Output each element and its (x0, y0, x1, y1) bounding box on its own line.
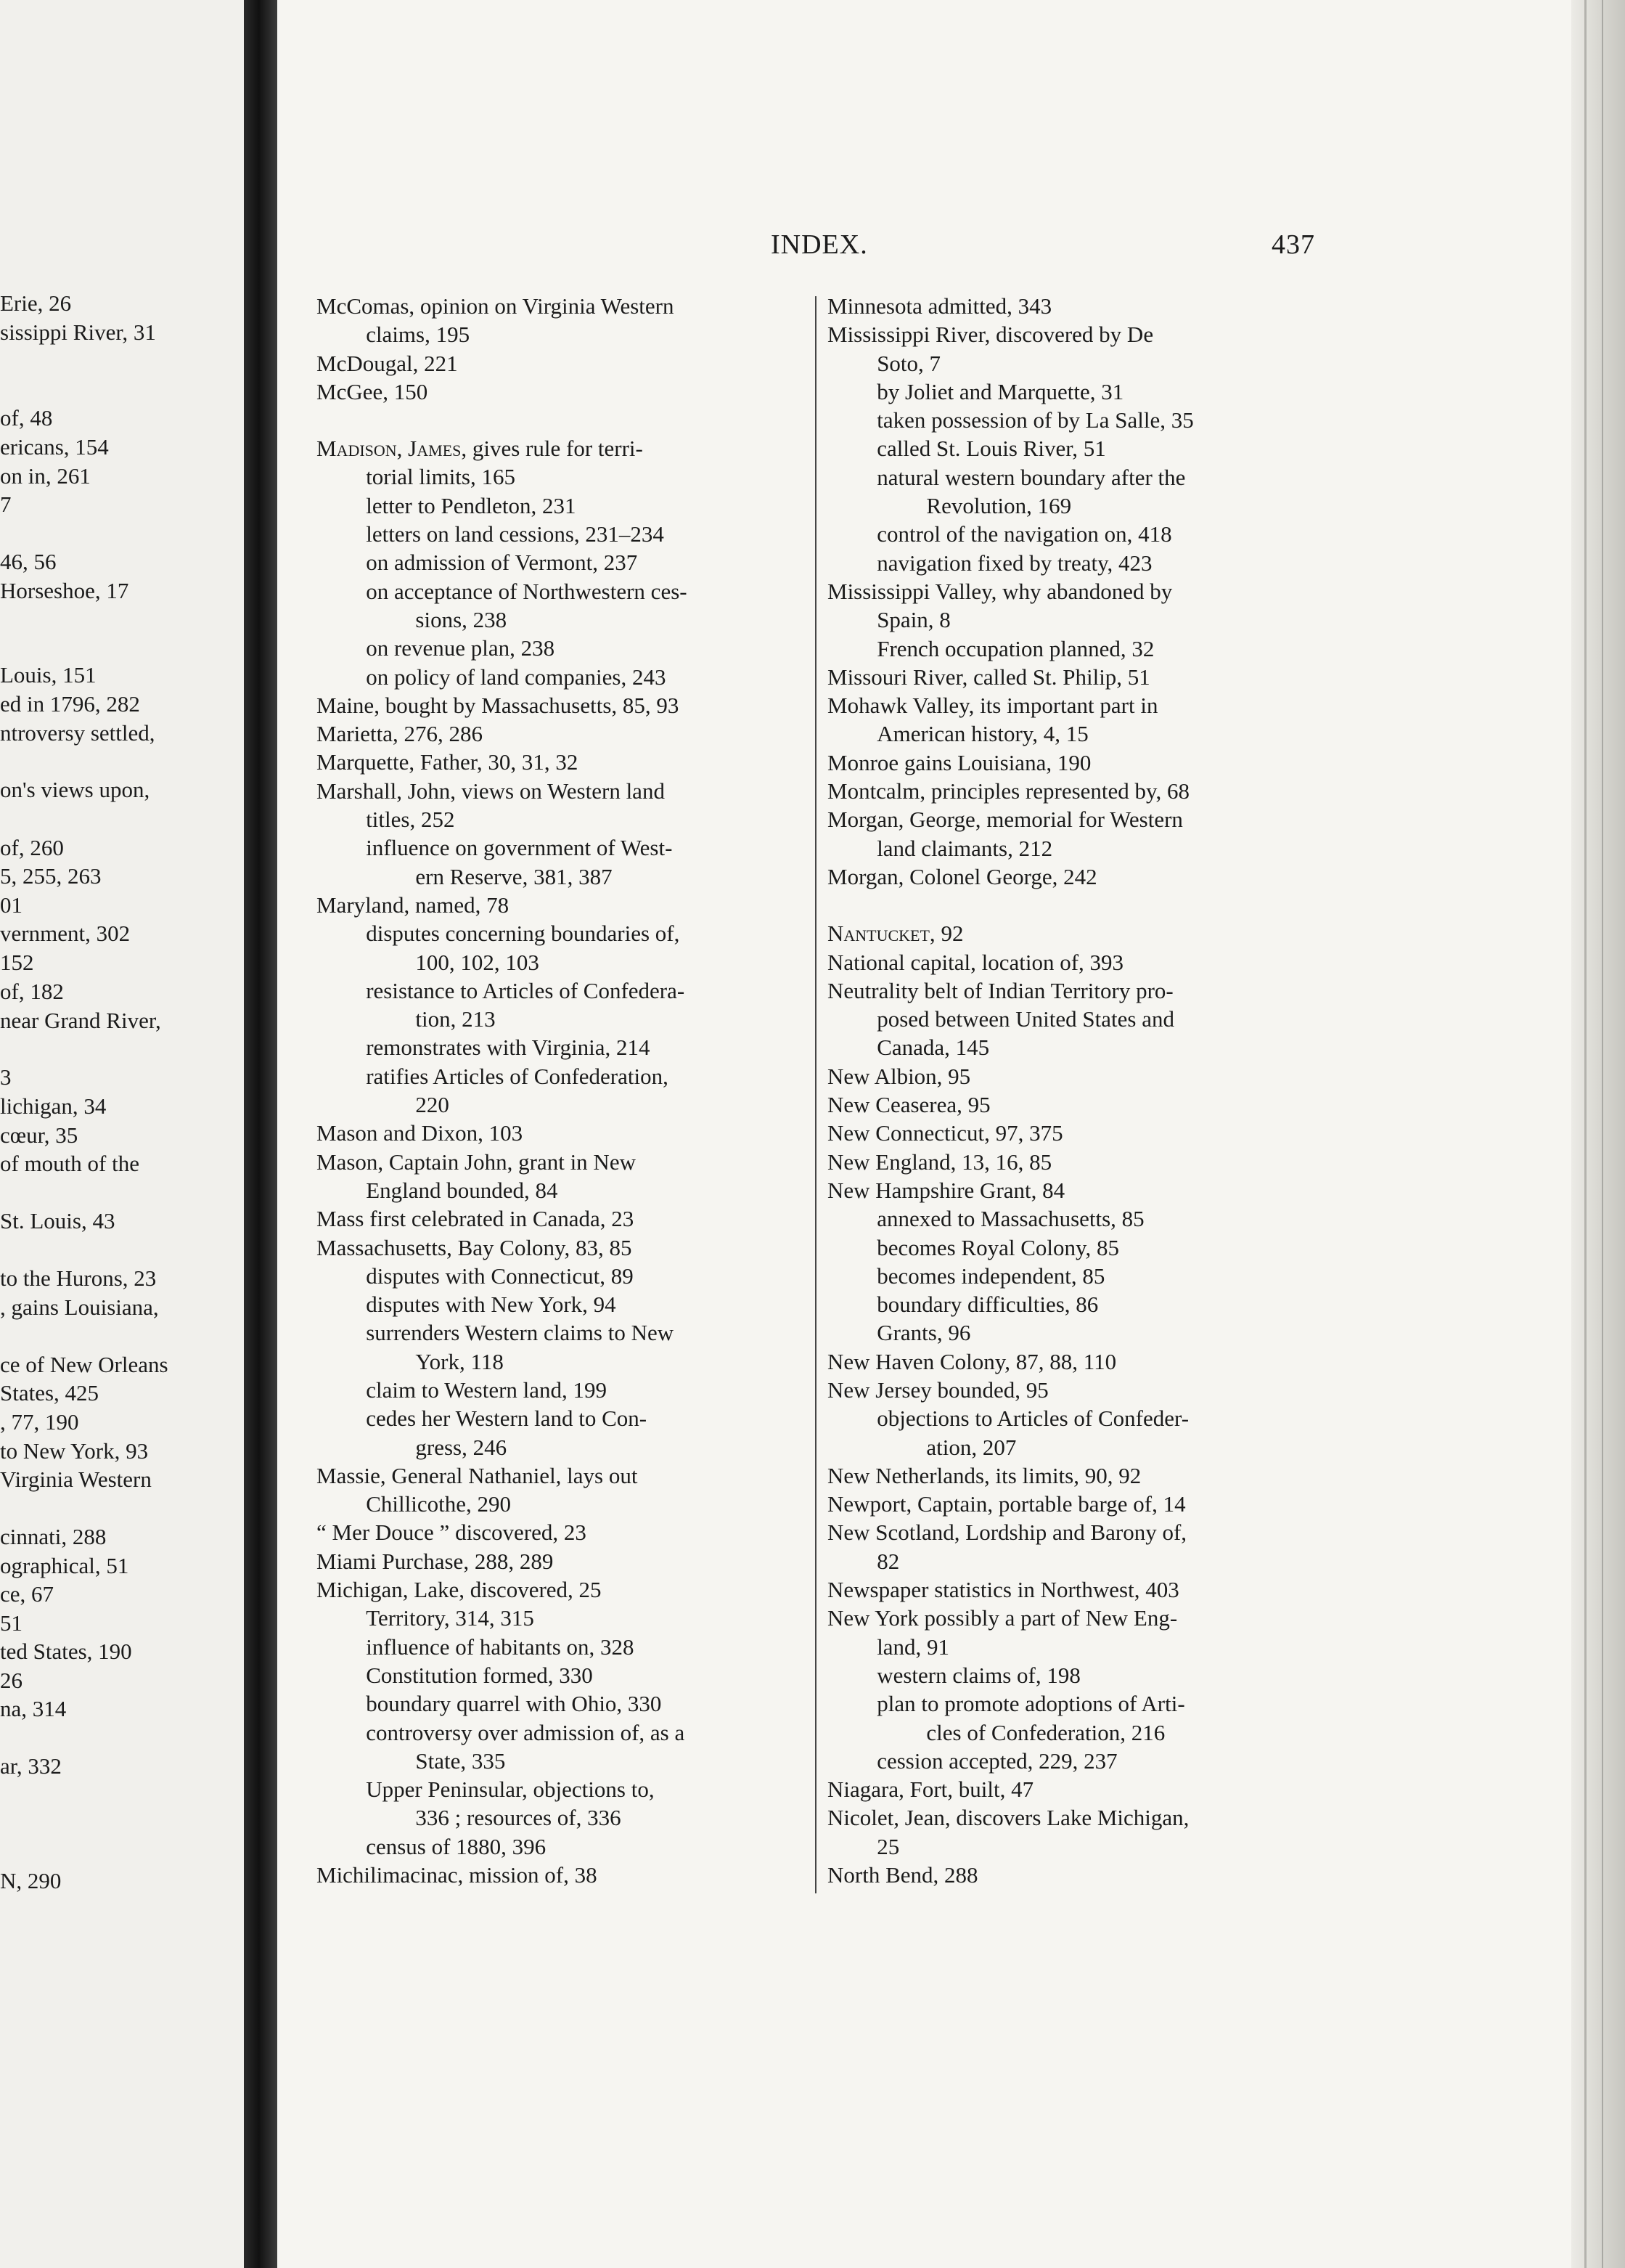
index-entry-line: McGee, 150 (316, 378, 428, 404)
index-entry-line: claim to Western land, 199 (366, 1376, 607, 1403)
index-entry-line: 220 (415, 1092, 449, 1118)
index-entry-line: cession accepted, 229, 237 (877, 1747, 1118, 1774)
facing-page-fragment: of, 260 (0, 835, 64, 860)
index-subentry (316, 634, 810, 662)
index-entry-line: Grants, 96 (877, 1320, 971, 1346)
index-entry-line: Marquette, Father, 30, 31, 32 (316, 749, 578, 775)
index-entry (316, 378, 810, 406)
index-subentry (316, 1604, 810, 1632)
index-subentry (827, 1262, 1328, 1290)
index-entry-line: ratifies Articles of Confederation, (366, 1063, 668, 1089)
facing-page-fragment: 26 (0, 1668, 22, 1693)
index-subentry (827, 1318, 1328, 1347)
index-entry-line: 336 ; resources of, 336 (415, 1805, 621, 1831)
index-subentry (316, 1661, 810, 1689)
index-entry-line: becomes Royal Colony, 85 (877, 1234, 1119, 1260)
index-entry-line: controversy over admission of, as a (366, 1719, 685, 1745)
running-head: INDEX. (771, 229, 868, 260)
facing-page-fragment: of mouth of the (0, 1151, 139, 1176)
facing-page-fragment: 3 (0, 1064, 12, 1090)
index-entry (316, 1518, 810, 1546)
index-entry-line: cedes her Western land to Con- (366, 1406, 647, 1432)
index-subentry (316, 1262, 810, 1290)
index-entry (827, 292, 1328, 320)
index-entry-line: York, 118 (415, 1348, 504, 1374)
index-entry (316, 1148, 810, 1205)
page-edge (1571, 0, 1625, 2268)
index-entry-line: Nicolet, Jean, discovers Lake Michigan, (827, 1805, 1190, 1831)
index-subentry (316, 1376, 810, 1404)
index-subentry (316, 520, 810, 548)
facing-page-fragment: sissippi River, 31 (0, 319, 156, 345)
index-entry (827, 748, 1328, 777)
index-entry-line: Maryland, named, 78 (316, 892, 509, 918)
index-entry-line: by Joliet and Marquette, 31 (877, 378, 1124, 404)
index-entry-line: Michilimacinac, mission of, 38 (316, 1862, 597, 1888)
index-subentry (827, 549, 1328, 577)
index-entry (316, 691, 810, 719)
index-entry-line: plan to promote adoptions of Arti- (877, 1691, 1185, 1717)
index-entry-line: Canada, 145 (877, 1035, 990, 1061)
index-entry (827, 1090, 1328, 1119)
index-entry-line: Chillicothe, 290 (366, 1491, 511, 1517)
index-entry (316, 292, 810, 349)
index-entry-line: letter to Pendleton, 231 (366, 492, 576, 518)
index-subentry (316, 1633, 810, 1661)
index-subentry (316, 833, 810, 891)
facing-page-fragment: cinnati, 288 (0, 1524, 107, 1549)
index-subentry (316, 1062, 810, 1119)
facing-page-fragment: ographical, 51 (0, 1553, 129, 1578)
index-entry-line: Massie, General Nathaniel, lays out (316, 1462, 638, 1488)
index-entry-line: sions, 238 (415, 606, 507, 632)
index-subentry (316, 1718, 810, 1776)
index-entry (316, 719, 810, 748)
index-entry (827, 1575, 1328, 1604)
facing-page-fragment: lichigan, 34 (0, 1093, 107, 1119)
facing-page-fragment: ce, 67 (0, 1581, 54, 1607)
index-entry-line: Niagara, Fort, built, 47 (827, 1777, 1034, 1803)
index-entry-line: taken possession of by La Salle, 35 (877, 407, 1194, 433)
index-entry-line: natural western boundary after the (877, 464, 1186, 490)
facing-page-fragment: ce of New Orleans (0, 1352, 168, 1377)
book-gutter (244, 0, 277, 2268)
index-entry-line: Mass first celebrated in Canada, 23 (316, 1206, 634, 1232)
facing-page-fragment: to New York, 93 (0, 1438, 149, 1464)
index-entry-line: Massachusetts, Bay Colony, 83, 85 (316, 1234, 632, 1260)
facing-page-fragment: cœur, 35 (0, 1122, 78, 1148)
index-entry-line: New England, 13, 16, 85 (827, 1149, 1052, 1175)
index-entry (827, 1861, 1328, 1889)
facing-page-fragment: 51 (0, 1610, 22, 1636)
index-entry-line: Marshall, John, views on Western land (316, 778, 665, 804)
index-entry-line: New Connecticut, 97, 375 (827, 1120, 1063, 1146)
index-entry-line: Revolution, 169 (926, 493, 1072, 519)
index-entry-line: influence of habitants on, 328 (366, 1633, 634, 1660)
index-entry-line: State, 335 (415, 1747, 506, 1774)
index-entry-line: Mississippi River, discovered by De (827, 322, 1154, 348)
index-entry-line: Minnesota admitted, 343 (827, 293, 1052, 319)
index-entry-line: New Haven Colony, 87, 88, 110 (827, 1348, 1117, 1374)
index-subentry (827, 1290, 1328, 1318)
index-entry (827, 1518, 1328, 1575)
index-entry-line: titles, 252 (366, 807, 455, 833)
facing-page-fragment: 152 (0, 950, 34, 975)
index-entry-line: claims, 195 (366, 322, 470, 348)
index-entry (827, 577, 1328, 635)
index-entry-line: objections to Articles of Confeder- (877, 1406, 1190, 1432)
facing-page-fragment: , gains Louisiana, (0, 1294, 159, 1320)
facing-page-fragment: near Grand River, (0, 1008, 161, 1033)
facing-page-fragment: N, 290 (0, 1868, 62, 1893)
index-entry (827, 663, 1328, 691)
index-entry-line: land, 91 (877, 1633, 950, 1660)
index-entry-line: letters on land cessions, 231–234 (366, 521, 664, 547)
index-entry-line: Monroe gains Louisiana, 190 (827, 749, 1092, 775)
index-entry-line: Constitution formed, 330 (366, 1662, 593, 1688)
index-entry-line: New Hampshire Grant, 84 (827, 1177, 1065, 1203)
index-subentry (827, 1661, 1328, 1689)
index-entry (316, 1861, 810, 1889)
facing-page-fragment: , 77, 190 (0, 1409, 79, 1435)
index-subentry (316, 577, 810, 635)
index-entry-line: Soto, 7 (877, 350, 941, 376)
index-entry-line: Maine, bought by Massachusetts, 85, 93 (316, 692, 679, 718)
facing-page-fragment: of, 182 (0, 979, 64, 1004)
index-entry-line: Mason and Dixon, 103 (316, 1120, 523, 1146)
index-entry (827, 805, 1328, 862)
facing-page-fragment: Horseshoe, 17 (0, 578, 129, 603)
index-entry-line: McDougal, 221 (316, 350, 458, 376)
index-subentry (316, 1689, 810, 1718)
index-entry-line: New York possibly a part of New Eng- (827, 1605, 1178, 1631)
index-entry-line: American history, 4, 15 (877, 721, 1089, 747)
index-entry-line: New Netherlands, its limits, 90, 92 (827, 1462, 1142, 1488)
facing-page-fragment: 5, 255, 263 (0, 863, 102, 889)
index-entry (827, 1490, 1328, 1518)
index-entry-line: 82 (877, 1548, 900, 1574)
index-entry-line: Morgan, Colonel George, 242 (827, 863, 1097, 889)
index-entry-line: ern Reserve, 381, 387 (415, 863, 613, 889)
index-entry (827, 1148, 1328, 1176)
index-entry (316, 434, 810, 491)
index-subentry (316, 1318, 810, 1376)
index-entry (316, 1547, 810, 1575)
index-entry-line: called St. Louis River, 51 (877, 436, 1106, 462)
index-entry (316, 349, 810, 378)
index-entry (316, 891, 810, 919)
index-entry-line: National capital, location of, 393 (827, 949, 1124, 975)
index-heading-term: Madison, James, (316, 436, 472, 462)
index-subentry (316, 1033, 810, 1061)
index-entry-line: England bounded, 84 (366, 1177, 558, 1203)
index-subentry (316, 491, 810, 520)
index-entry-line: New Albion, 95 (827, 1063, 971, 1089)
index-entry-line: disputes with New York, 94 (366, 1292, 616, 1318)
index-entry-line: gress, 246 (415, 1434, 507, 1460)
index-subentry (316, 548, 810, 576)
index-entry-line: Morgan, George, memorial for Western (827, 807, 1183, 833)
facing-page-fragment: ntroversy settled, (0, 720, 155, 746)
index-entry-line: becomes independent, 85 (877, 1263, 1105, 1289)
index-entry (827, 1461, 1328, 1490)
facing-page-fragment: 01 (0, 892, 22, 918)
index-entry-line: Newport, Captain, portable barge of, 14 (827, 1491, 1186, 1517)
index-column-left (316, 292, 810, 1889)
index-subentry (827, 434, 1328, 462)
index-entry-line: on policy of land companies, 243 (366, 664, 666, 690)
index-subentry (316, 1775, 810, 1832)
index-entry-line: Territory, 314, 315 (366, 1605, 534, 1631)
facing-page (0, 0, 244, 2268)
facing-page-fragment: vernment, 302 (0, 921, 131, 946)
index-entry (827, 1062, 1328, 1090)
index-subentry (827, 1233, 1328, 1262)
index-entry (827, 948, 1328, 976)
index-subentry (316, 976, 810, 1034)
index-subentry (827, 1204, 1328, 1233)
index-entry-line: Montcalm, principles represented by, 68 (827, 778, 1190, 804)
index-entry (316, 1575, 810, 1604)
index-entry-line: French occupation planned, 32 (877, 635, 1155, 661)
index-entry (827, 691, 1328, 748)
index-entry-line: boundary quarrel with Ohio, 330 (366, 1691, 662, 1717)
index-entry-line: disputes with Connecticut, 89 (366, 1263, 634, 1289)
facing-page-fragment: ericans, 154 (0, 434, 109, 460)
index-entry (316, 748, 810, 776)
index-entry-line: McComas, opinion on Virginia Western (316, 293, 674, 319)
facing-page-fragment: Louis, 151 (0, 662, 97, 688)
index-entry-line: census of 1880, 396 (366, 1833, 547, 1859)
index-subentry (827, 1689, 1328, 1747)
index-subentry (316, 663, 810, 691)
index-entry-line: Mohawk Valley, its important part in (827, 693, 1158, 719)
index-entry-line: on acceptance of Northwestern ces- (366, 578, 687, 604)
index-entry-line: Upper Peninsular, objections to, (366, 1777, 655, 1803)
index-subentry (827, 635, 1328, 663)
facing-page-fragment: on in, 261 (0, 463, 91, 489)
facing-page-fragment: St. Louis, 43 (0, 1208, 115, 1233)
facing-page-fragment: of, 48 (0, 405, 53, 431)
index-entry-line: 92 (941, 921, 964, 947)
index-entry-line: land claimants, 212 (877, 835, 1053, 861)
index-entry-line: gives rule for terri- (472, 436, 643, 462)
facing-page-fragment: ar, 332 (0, 1753, 62, 1779)
index-subentry (316, 919, 810, 976)
index-subentry (827, 406, 1328, 434)
index-entry-line: 25 (877, 1833, 900, 1859)
index-column-right (827, 292, 1328, 1889)
index-entry-line: navigation fixed by treaty, 423 (877, 550, 1153, 576)
index-entry (316, 1204, 810, 1233)
index-entry (316, 1461, 810, 1519)
index-subentry (827, 1747, 1328, 1775)
index-entry-line: remonstrates with Virginia, 214 (366, 1035, 650, 1061)
index-entry (827, 919, 1328, 947)
index-entry-line: North Bend, 288 (827, 1862, 978, 1888)
index-entry-line: Newspaper statistics in Northwest, 403 (827, 1577, 1179, 1603)
index-subentry (827, 463, 1328, 521)
facing-page-fragment: Erie, 26 (0, 290, 72, 316)
index-entry-line: Neutrality belt of Indian Territory pro- (827, 977, 1174, 1003)
index-entry (827, 1176, 1328, 1204)
index-entry-line: 100, 102, 103 (415, 949, 539, 975)
index-entry-line: New Ceaserea, 95 (827, 1092, 991, 1118)
index-entry-line: western claims of, 198 (877, 1662, 1081, 1688)
facing-page-fragment: 46, 56 (0, 549, 57, 574)
index-entry (827, 1347, 1328, 1376)
index-entry (827, 862, 1328, 891)
index-entry (827, 777, 1328, 805)
index-entry (827, 1803, 1328, 1861)
index-subentry (316, 1404, 810, 1461)
index-entry-line: Spain, 8 (877, 607, 951, 633)
index-entry-line: on revenue plan, 238 (366, 635, 555, 661)
facing-page-fragment: States, 425 (0, 1380, 99, 1406)
index-entry (316, 1119, 810, 1147)
index-entry (827, 1604, 1328, 1661)
index-subentry (827, 1404, 1328, 1461)
index-entry-line: “ Mer Douce ” discovered, 23 (316, 1520, 586, 1546)
index-entry-line: disputes concerning boundaries of, (366, 921, 680, 947)
facing-page-fragment: 7 (0, 491, 12, 517)
index-entry-line: on admission of Vermont, 237 (366, 550, 638, 576)
index-entry-line: annexed to Massachusetts, 85 (877, 1206, 1145, 1232)
index-entry (827, 320, 1328, 378)
index-entry-line: Mississippi Valley, why abandoned by (827, 578, 1173, 604)
index-entry-line: Miami Purchase, 288, 289 (316, 1548, 554, 1574)
index-subentry (316, 1290, 810, 1318)
index-subentry (316, 1832, 810, 1861)
index-entry (827, 976, 1328, 1062)
index-entry (827, 1775, 1328, 1803)
index-entry (827, 1119, 1328, 1147)
index-entry-line: cles of Confederation, 216 (926, 1719, 1166, 1745)
index-entry (316, 777, 810, 834)
index-entry-line: resistance to Articles of Confedera- (366, 977, 685, 1003)
facing-page-fragment: Virginia Western (0, 1467, 152, 1492)
index-entry-line: tion, 213 (415, 1006, 496, 1032)
index-entry-line: Marietta, 276, 286 (316, 721, 483, 747)
index-entry-line: ation, 207 (926, 1434, 1017, 1460)
index-heading-term: Nantucket, (827, 921, 941, 947)
facing-page-fragment: to the Hurons, 23 (0, 1265, 157, 1291)
index-entry (316, 1233, 810, 1262)
index-entry-line: torial limits, 165 (366, 464, 515, 490)
index-subentry (827, 520, 1328, 548)
facing-page-fragment: on's views upon, (0, 777, 150, 802)
index-entry-line: Missouri River, called St. Philip, 51 (827, 664, 1150, 690)
page-number: 437 (1272, 229, 1315, 260)
index-entry-line: control of the navigation on, 418 (877, 521, 1172, 547)
index-entry-line: Michigan, Lake, discovered, 25 (316, 1577, 602, 1603)
index-entry (827, 1376, 1328, 1404)
index-entry-line: influence on government of West- (366, 835, 673, 861)
index-entry-line: Mason, Captain John, grant in New (316, 1149, 636, 1175)
index-entry-line: New Scotland, Lordship and Barony of, (827, 1520, 1187, 1546)
column-rule (815, 296, 816, 1893)
facing-page-fragment: ed in 1796, 282 (0, 691, 140, 717)
facing-page-fragment: ted States, 190 (0, 1639, 132, 1664)
index-entry-line: New Jersey bounded, 95 (827, 1376, 1049, 1403)
index-entry-line: boundary difficulties, 86 (877, 1292, 1099, 1318)
index-entry-line: posed between United States and (877, 1006, 1174, 1032)
index-subentry (827, 378, 1328, 406)
facing-page-fragment: na, 314 (0, 1696, 67, 1721)
index-entry-line: surrenders Western claims to New (366, 1320, 674, 1346)
